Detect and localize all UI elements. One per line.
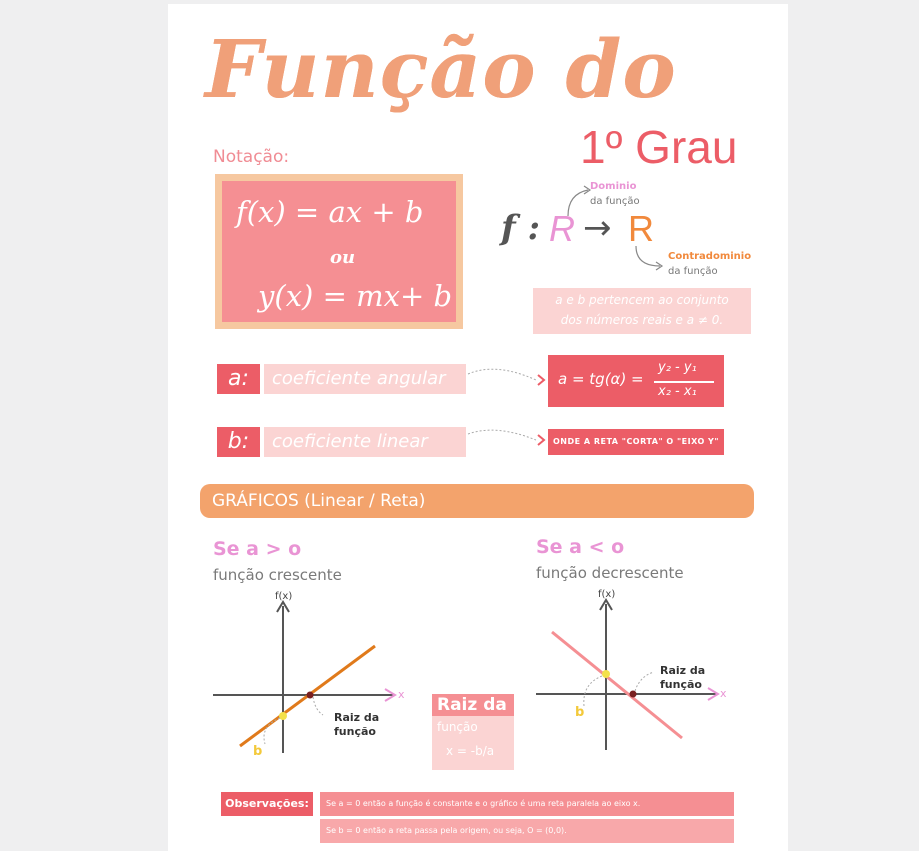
case-neg-title: Se a < o [536,536,625,558]
root-formula-header [432,694,514,716]
coef-a-chevron-icon [538,375,544,385]
coef-b-label: coeficiente linear [264,427,466,457]
title-sub: 1º Grau [580,121,738,173]
reals-note-line2: dos números reais e a ≠ 0. [560,313,724,327]
formula-fx: f(x) = ax + b [236,195,424,229]
domain-note: da função [590,196,640,207]
y-intercept-note: ONDE A RETA "CORTA" O "EIXO Y" [548,429,724,455]
case-neg-subtitle: função decrescente [536,564,684,582]
graph-neg-x-label: x [720,687,727,700]
graph-pos-root-label [334,711,379,739]
graph-neg-b-label: b [575,705,585,720]
observations-label: Observações: [221,792,313,816]
coef-b-tag: b: [217,427,260,457]
formula-ou: ou [330,247,356,268]
title-main: Função do [205,22,677,116]
graph-pos-intercept-point [279,712,287,720]
graph-neg-root-line1: Raiz da [660,664,706,677]
graph-increasing [205,588,415,763]
case-pos-title: Se a > o [213,538,302,560]
coef-b-connector [466,424,550,454]
graph-pos-root-pointer [313,697,323,715]
case-pos-subtitle: função crescente [213,566,342,584]
mapping-codomain-set: R [628,208,654,249]
graph-neg-root-label [660,664,705,692]
graph-neg-root-point [630,691,637,698]
codomain-pointer-curve [636,246,660,266]
graficos-header: GRÁFICOS (Linear / Reta) [200,484,754,518]
graph-pos-x-label: x [398,688,405,701]
coef-a-tag: a: [217,364,260,394]
formula-box [215,174,463,329]
coef-a-connector [466,362,550,392]
reals-note [533,288,751,334]
graph-pos-b-pointer [264,718,280,744]
codomain-label: Contradominio [668,251,752,262]
coef-b-chevron-icon [538,435,544,445]
mapping-domain-set: R [549,208,575,249]
graph-neg-intercept-point [602,670,610,678]
graph-pos-b-label: b [253,744,263,759]
graph-pos-root-line1: Raiz da [334,711,380,724]
coef-b-dotted-curve [468,430,536,440]
mapping-f: f : [501,208,541,248]
formula-yx: y(x) = mx+ b [258,279,453,313]
graph-neg-b-pointer [584,676,602,706]
graph-neg-y-label: f(x) [598,589,616,600]
graph-neg-root-line2: função [660,678,702,691]
graph-pos-root-point [307,692,314,699]
graph-pos-root-line2: função [334,725,376,738]
slope-denominator: x₂ - x₁ [658,384,697,399]
graph-neg-root-pointer [635,672,654,691]
root-formula: x = -b/a [446,744,495,758]
observation-line-2: Se b = 0 então a reta passa pela origem, ou seja, O = (0,0). [320,819,734,843]
slope-lhs: a = tg(α) = [558,370,644,388]
observation-line-1: Se a = 0 então a função é constante e o gráfico é uma reta paralela ao eixo x. [320,792,734,816]
graph-pos-y-label: f(x) [275,591,293,602]
slope-numerator: y₂ - y₁ [658,360,697,375]
root-formula-sub: função [437,720,478,734]
slope-fraction-bar [654,381,714,383]
notation-label: Notação: [213,147,290,167]
mapping-arrow: → [583,208,612,248]
formula-inner [222,181,456,322]
reals-note-line1: a e b pertencem ao conjunto [555,293,729,307]
coef-a-label: coeficiente angular [264,364,466,394]
coef-a-dotted-curve [468,369,536,380]
root-formula-title: Raiz da [437,695,507,715]
mapping-arrows-svg [560,180,680,280]
slope-formula-box [548,355,724,407]
codomain-note: da função [668,266,718,277]
graph-decreasing [530,588,740,763]
domain-label: Dominio [590,181,637,192]
